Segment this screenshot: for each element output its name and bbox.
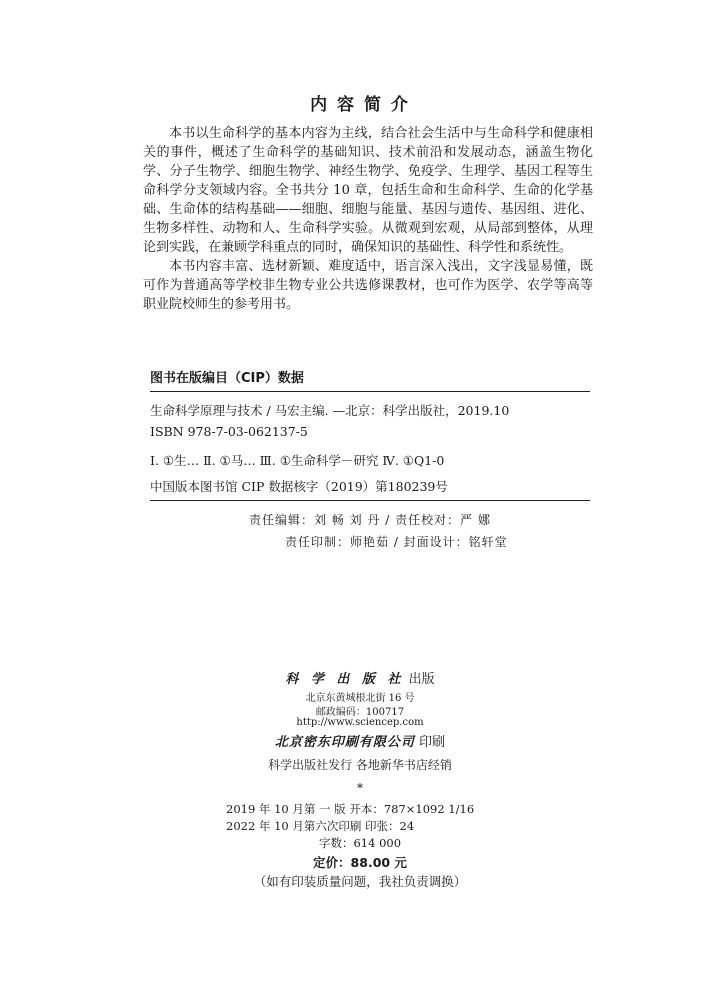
intro-section: [143, 124, 593, 314]
publisher-name: [0, 668, 720, 687]
cip-top-rule: [150, 391, 590, 392]
printer-name: [0, 731, 720, 750]
publisher-logo: 科 学 出 版 社: [285, 672, 405, 687]
publisher-postcode: 邮政编码：100717: [315, 707, 405, 718]
credits-editors: 责任编辑：刘 畅 刘 丹 / 责任校对：严 娜: [249, 513, 491, 527]
distribution-line: 科学出版社发行 各地新华书店经销: [268, 758, 452, 772]
printer-suffix: 印刷: [419, 735, 446, 750]
intro-paragraph-1: 本书以生命科学的基本内容为主线，结合社会生活中与生命科学和健康相关的事件，概述了生命科学的基础知识、技术前沿和发展动态，涵盖生物化学、分子生物学、细胞生物学、神经生物学、免疫学、生理学、基因工程等生命科学分支领域内容。全书共分 10 章，包括生命和生命科学、生命的化学基础、生命体的结构基础——细胞、细胞与能量、基因与遗传、基因组、进化、生物多样性、动物和人、生命科学实验。从微观到宏观，从局部到整体，从理论到实践，在兼顾学科重点的同时，确保知识的基础性、科学性和系统性。: [143, 126, 593, 255]
cip-line-isbn: ISBN 978-7-03-062137-5: [150, 424, 308, 439]
publisher-address: 北京东黄城根北街 16 号: [305, 693, 415, 704]
intro-paragraph-2: 本书内容丰富、选材新颖、难度适中，语言深入浅出，文字浅显易懂，既可作为普通高等学校非生物专业公共选修课教材，也可作为医学、农学等高等职业院校师生的参考用书。: [143, 259, 593, 312]
printer-logo: 北京密东印刷有限公司: [274, 735, 415, 750]
separator-star: *: [357, 781, 363, 795]
publisher-suffix: 出版: [408, 672, 435, 687]
cip-line-record: 中国版本图书馆 CIP 数据核字（2019）第180239号: [150, 479, 448, 494]
edition-line: 2019 年 10 月第 一 版 开本：787×1092 1/16: [226, 802, 475, 816]
cip-line-classification: Ⅰ. ①生… Ⅱ. ①马… Ⅲ. ①生命科学－研究 Ⅳ. ①Q1-0: [150, 453, 445, 468]
cip-heading: 图书在版编目（CIP）数据: [150, 371, 304, 386]
quality-note: （如有印装质量问题，我社负责调换）: [253, 874, 467, 889]
cip-bottom-rule: [150, 500, 590, 501]
word-count: 字数：614 000: [318, 836, 402, 850]
cip-line-title: 生命科学原理与技术 / 马宏主编. —北京：科学出版社，2019.10: [150, 403, 510, 418]
price: 定价：88.00 元: [313, 855, 407, 870]
reprint-line: 2022 年 10 月第六次印刷 印张：24: [226, 819, 415, 833]
credits-production: 责任印制：师艳茹 / 封面设计：铭轩堂: [285, 535, 508, 549]
page-title: 内 容 简 介: [310, 95, 410, 115]
publisher-url: http://www.sciencep.com: [296, 717, 424, 728]
